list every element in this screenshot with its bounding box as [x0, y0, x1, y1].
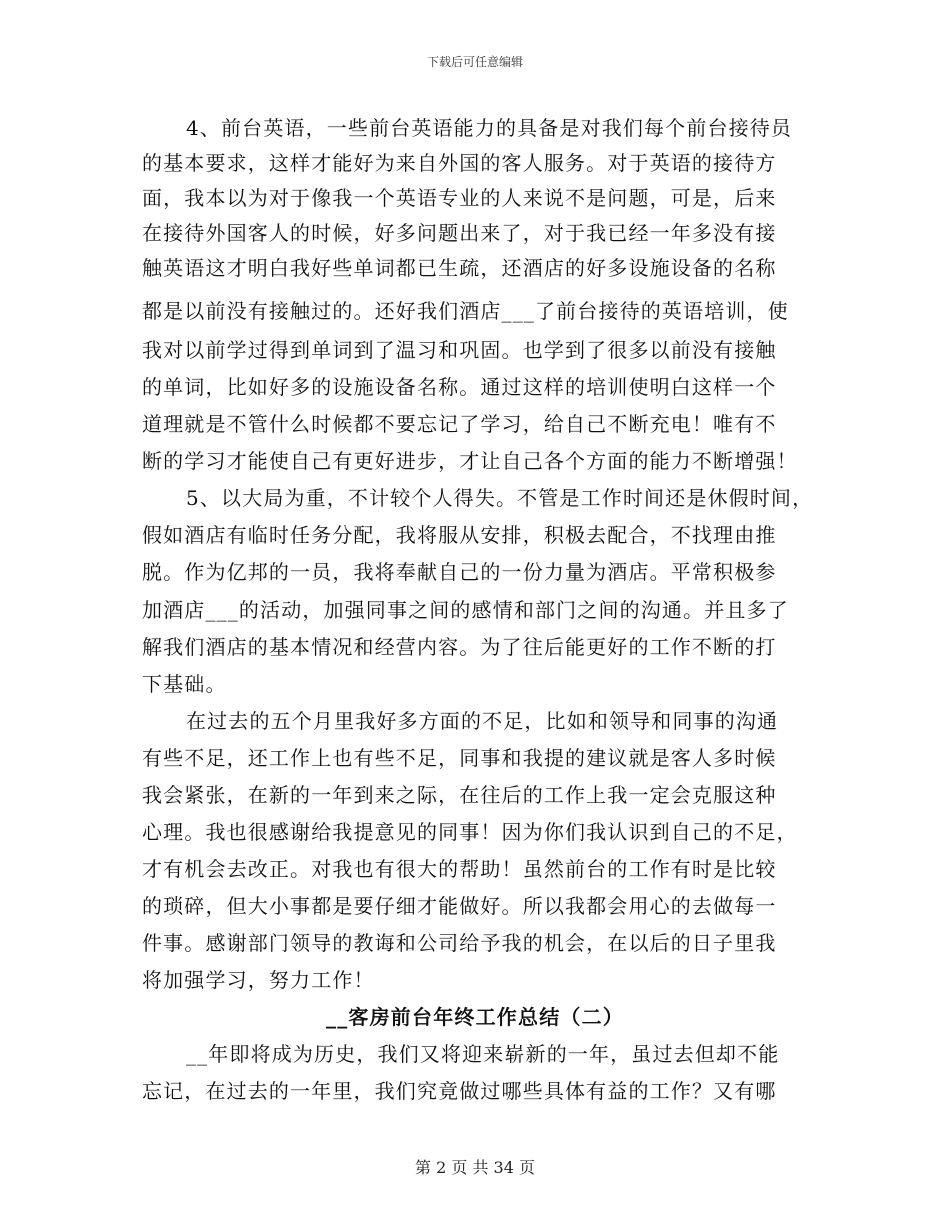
- body-line: 下基础。: [142, 672, 227, 696]
- page-number: 第 2 页 共 34 页: [415, 1158, 535, 1177]
- body-line: 解我们酒店的基本情况和经营内容。为了往后能更好的工作不断的打: [142, 635, 777, 659]
- body-line: 我对以前学过得到单词到了温习和巩固。也学到了很多以前没有接触: [142, 338, 777, 362]
- body-line: 5、以大局为重，不计较个人得失。不管是工作时间还是休假时间，: [186, 486, 814, 510]
- page-header-note: 下载后可任意编辑: [426, 55, 523, 69]
- body-line: 加酒店___的活动，加强同事之间的感情和部门之间的沟通。并且多了: [142, 598, 789, 622]
- body-line: 的单词，比如好多的设施设备名称。通过这样的培训使明白这样一个: [142, 375, 777, 399]
- body-line: 忘记，在过去的一年里，我们究竟做过哪些具体有益的工作？又有哪: [142, 1079, 777, 1103]
- body-line: 我会紧张，在新的一年到来之际，在往后的工作上我一定会克服这种: [142, 783, 777, 807]
- body-line: 断的学习才能使自己有更好进步，才让自己各个方面的能力不断增强！: [142, 449, 798, 473]
- body-line: 的琐碎，但大小事都是要仔细才能做好。所以我都会用心的去做每一: [142, 894, 777, 918]
- body-line: 在接待外国客人的时候，好多问题出来了，对于我已经一年多没有接: [142, 221, 777, 245]
- body-line: 才有机会去改正。对我也有很大的帮助！虽然前台的工作有时是比较: [142, 857, 777, 881]
- body-line: 脱。作为亿邦的一员，我将奉献自己的一份力量为酒店。平常积极参: [142, 560, 777, 584]
- section-title: __客房前台年终工作总结（二）: [326, 1005, 624, 1029]
- body-line: 道理就是不管什么时候都不要忘记了学习，给自己不断充电！唯有不: [142, 412, 777, 436]
- body-line: __年即将成为历史，我们又将迎来崭新的一年，虽过去但却不能: [186, 1042, 780, 1066]
- body-line: 触英语这才明白我好些单词都已生疏，还酒店的好多设施设备的名称: [142, 256, 777, 280]
- body-line: 4、前台英语，一些前台英语能力的具备是对我们每个前台接待员: [186, 116, 793, 140]
- body-line: 都是以前没有接触过的。还好我们酒店___了前台接待的英语培训，使: [142, 299, 789, 323]
- body-line: 的基本要求，这样才能好为来自外国的客人服务。对于英语的接待方: [142, 151, 777, 175]
- body-line: 心理。我也很感谢给我提意见的同事！因为你们我认识到自己的不足，: [142, 820, 798, 844]
- body-line: 面，我本以为对于像我一个英语专业的人来说不是问题，可是，后来: [142, 186, 777, 210]
- body-line: 在过去的五个月里我好多方面的不足，比如和领导和同事的沟通: [186, 709, 779, 733]
- body-line: 将加强学习，努力工作！: [142, 968, 375, 992]
- body-line: 假如酒店有临时任务分配，我将服从安排，积极去配合，不找理由推: [142, 523, 777, 547]
- body-line: 有些不足，还工作上也有些不足，同事和我提的建议就是客人多时候: [142, 746, 777, 770]
- body-line: 件事。感谢部门领导的教诲和公司给予我的机会，在以后的日子里我: [142, 931, 777, 955]
